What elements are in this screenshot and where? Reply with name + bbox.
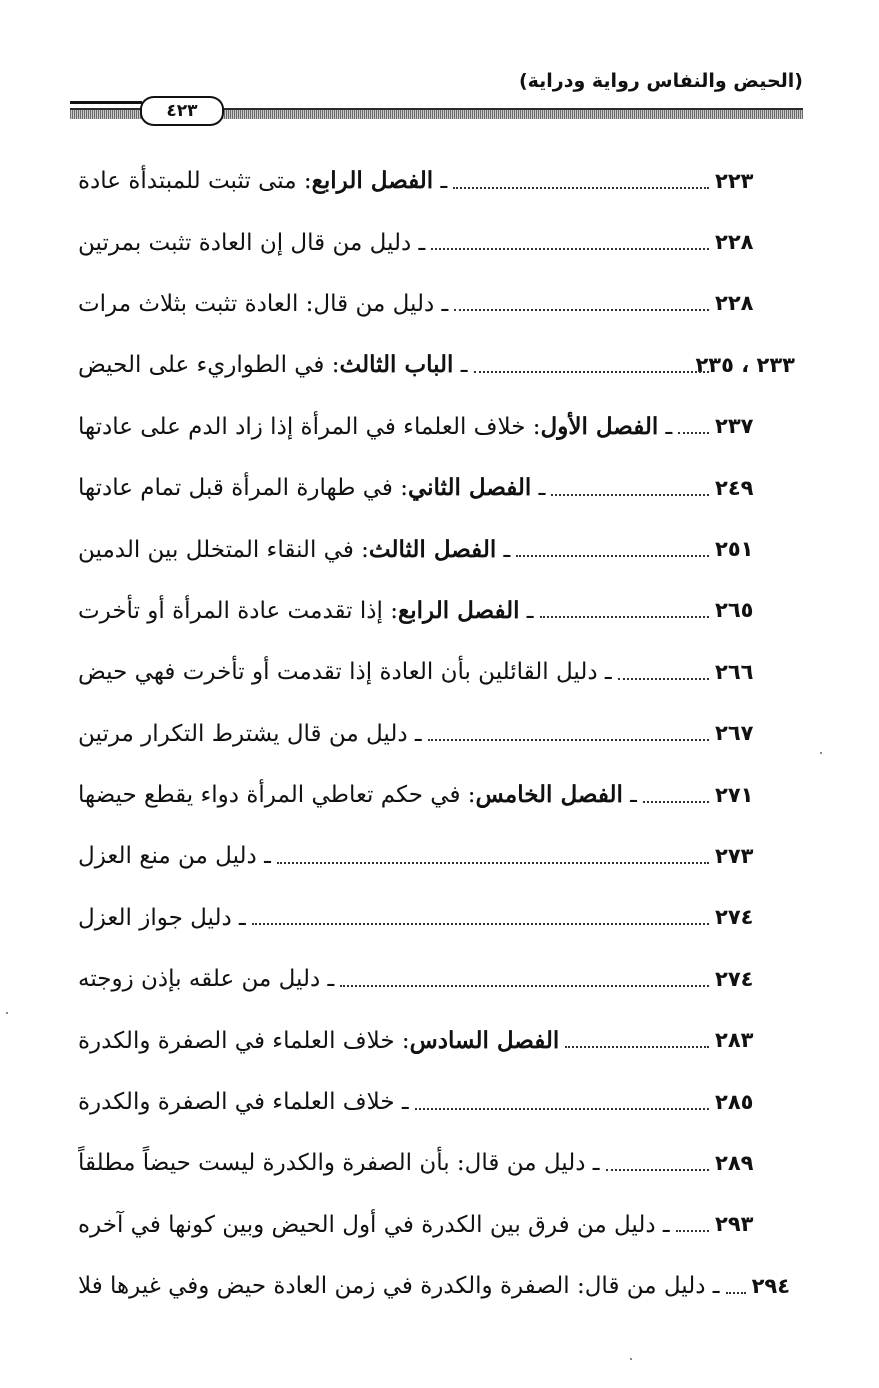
toc-entry-title bbox=[78, 1088, 409, 1115]
toc-entry-text: : متى تثبت للمبتدأة عادة bbox=[78, 168, 312, 195]
dot-leader bbox=[415, 1106, 709, 1110]
toc-entry-dash: ـ bbox=[531, 475, 546, 502]
toc-entry-heading: الفصل الأول bbox=[540, 412, 659, 440]
toc-entry-dash: ـ bbox=[411, 229, 426, 256]
toc-entry-text: : في النقاء المتخلل بين الدمين bbox=[78, 536, 369, 563]
toc-entry-title bbox=[78, 229, 425, 256]
toc-page-number: ٢٧٤ bbox=[715, 905, 754, 930]
dot-leader bbox=[565, 1044, 709, 1048]
toc-entry-title bbox=[78, 904, 246, 931]
toc-entry-text: : خلاف العلماء في الصفرة والكدرة bbox=[78, 1027, 410, 1054]
running-header bbox=[70, 64, 803, 134]
toc-page-number: ٢٦٦ bbox=[715, 659, 754, 684]
toc-entry-dash: ـ bbox=[585, 1150, 600, 1177]
toc-page-number: ٢٢٨ bbox=[715, 230, 754, 255]
toc-entry bbox=[78, 1194, 795, 1255]
toc-entry-dash: ـ bbox=[658, 413, 673, 440]
toc-page-number: ٢٧٤ bbox=[715, 966, 754, 991]
dot-leader bbox=[540, 614, 709, 618]
toc-entry-text: : خلاف العلماء في المرأة إذا زاد الدم على عادتها bbox=[78, 413, 541, 440]
toc-entry-text: : في الطواريء على الحيض bbox=[78, 352, 340, 379]
toc-entry-title bbox=[78, 351, 468, 378]
toc-page-number: ٢٧١ bbox=[715, 782, 754, 807]
toc-entry-text: دليل من قال: الصفرة والكدرة في زمن العادة حيض وفي غيرها فلا bbox=[78, 1273, 706, 1300]
toc-entry-dash: ـ bbox=[496, 536, 511, 563]
toc-entry bbox=[78, 825, 795, 886]
toc-entry bbox=[78, 580, 795, 641]
dot-leader bbox=[726, 1290, 746, 1294]
dot-leader bbox=[252, 921, 709, 925]
toc-page-number: ٢٢٨ bbox=[715, 291, 754, 316]
toc-entry-dash: ـ bbox=[705, 1273, 720, 1300]
toc-entry bbox=[78, 457, 795, 518]
dot-leader bbox=[516, 553, 709, 557]
toc-entry-dash: ـ bbox=[256, 843, 271, 870]
dot-leader bbox=[431, 246, 709, 250]
toc-page-number: ٢٩٣ bbox=[715, 1212, 754, 1237]
toc-entry-heading: الفصل الرابع bbox=[397, 596, 520, 624]
toc-entry bbox=[78, 1255, 795, 1316]
toc-page-number: ٢٨٩ bbox=[715, 1150, 754, 1175]
toc-entry-title bbox=[78, 413, 672, 440]
toc-entry-dash: ـ bbox=[434, 290, 449, 317]
table-of-contents bbox=[78, 150, 795, 1316]
book-title: (الحيض والنفاس رواية ودراية) bbox=[518, 70, 803, 92]
toc-entry-title bbox=[78, 1272, 720, 1299]
dot-leader bbox=[618, 676, 709, 680]
toc-entry bbox=[78, 641, 795, 702]
toc-entry-title bbox=[78, 965, 334, 992]
toc-entry-dash: ـ bbox=[231, 904, 246, 931]
toc-entry-heading: الفصل الثالث bbox=[368, 535, 497, 563]
toc-entry-title bbox=[78, 474, 545, 501]
toc-page-number: ٢٦٥ bbox=[715, 598, 754, 623]
toc-entry-heading: الفصل الرابع bbox=[311, 167, 434, 195]
toc-entry-text: دليل من قال: العادة تثبت بثلاث مرات bbox=[78, 290, 435, 317]
toc-entry-dash: ـ bbox=[622, 782, 637, 809]
dot-leader bbox=[551, 492, 709, 496]
dot-leader bbox=[643, 799, 709, 803]
toc-entry-title bbox=[78, 597, 534, 624]
dot-leader bbox=[676, 1228, 709, 1232]
dot-leader bbox=[606, 1167, 709, 1171]
toc-page-number: ٢٣٣ ، ٢٣٥ bbox=[695, 352, 795, 377]
toc-entry-text: دليل من علقه بإذن زوجته bbox=[78, 966, 321, 993]
toc-entry bbox=[78, 211, 795, 272]
toc-entry-title bbox=[78, 1211, 670, 1238]
toc-entry bbox=[78, 334, 795, 395]
toc-entry-text: خلاف العلماء في الصفرة والكدرة bbox=[78, 1089, 395, 1116]
toc-entry-dash: ـ bbox=[453, 352, 468, 379]
dot-leader bbox=[453, 185, 709, 189]
toc-entry-title bbox=[78, 1027, 559, 1054]
toc-entry-text: دليل من قال يشترط التكرار مرتين bbox=[78, 720, 408, 747]
toc-entry-dash: ـ bbox=[597, 659, 612, 686]
toc-page-number: ٢٧٣ bbox=[715, 843, 754, 868]
toc-entry-title bbox=[78, 720, 422, 747]
toc-entry bbox=[78, 703, 795, 764]
toc-entry-title bbox=[78, 1149, 600, 1176]
dot-leader bbox=[678, 430, 709, 434]
toc-entry bbox=[78, 1071, 795, 1132]
toc-entry-title bbox=[78, 781, 637, 808]
toc-entry-dash: ـ bbox=[519, 597, 534, 624]
toc-page-number: ٢٣٧ bbox=[715, 414, 754, 439]
toc-entry bbox=[78, 273, 795, 334]
dot-leader bbox=[340, 983, 709, 987]
toc-entry-title bbox=[78, 167, 447, 194]
toc-entry-text: : إذا تقدمت عادة المرأة أو تأخرت bbox=[78, 597, 398, 624]
toc-entry bbox=[78, 948, 795, 1009]
toc-entry bbox=[78, 764, 795, 825]
scan-speck bbox=[630, 1358, 632, 1360]
toc-entry-heading: الفصل السادس bbox=[409, 1026, 560, 1054]
toc-page-number: ٢٢٣ bbox=[715, 168, 754, 193]
toc-entry bbox=[78, 887, 795, 948]
toc-entry-dash: ـ bbox=[320, 966, 335, 993]
toc-entry bbox=[78, 1132, 795, 1193]
toc-page-number: ٢٥١ bbox=[715, 537, 754, 562]
toc-entry-title bbox=[78, 290, 448, 317]
toc-entry bbox=[78, 396, 795, 457]
toc-entry-title bbox=[78, 536, 510, 563]
toc-entry-text: دليل من فرق بين الكدرة في أول الحيض وبين كونها في آخره bbox=[78, 1211, 656, 1238]
toc-entry-text: : في حكم تعاطي المرأة دواء يقطع حيضها bbox=[78, 782, 476, 809]
toc-entry-heading: الفصل الخامس bbox=[475, 781, 623, 809]
toc-entry-title bbox=[78, 842, 271, 869]
toc-entry-title bbox=[78, 658, 612, 685]
dot-leader bbox=[474, 369, 709, 373]
toc-entry-heading: الباب الثالث bbox=[339, 351, 454, 379]
toc-page-number: ٢٨٥ bbox=[715, 1089, 754, 1114]
toc-page-number: ٢٩٤ bbox=[751, 1273, 791, 1298]
page-number: ٤٢٣ bbox=[140, 96, 224, 126]
dot-leader bbox=[428, 737, 709, 741]
toc-entry-text: دليل من قال: بأن الصفرة والكدرة ليست حيضاً مطلقاً bbox=[78, 1150, 586, 1177]
toc-entry-heading: الفصل الثاني bbox=[407, 474, 532, 502]
toc-entry-text: دليل من قال إن العادة تثبت بمرتين bbox=[78, 229, 412, 256]
toc-page-number: ٢٤٩ bbox=[715, 475, 754, 500]
toc-entry-text: دليل جواز العزل bbox=[78, 904, 232, 931]
scan-speck bbox=[820, 752, 822, 754]
toc-entry-dash: ـ bbox=[655, 1211, 670, 1238]
toc-entry bbox=[78, 150, 795, 211]
toc-entry-dash: ـ bbox=[394, 1089, 409, 1116]
header-rule-left bbox=[70, 101, 142, 104]
toc-entry-dash: ـ bbox=[433, 168, 448, 195]
toc-entry-dash: ـ bbox=[407, 720, 422, 747]
toc-entry bbox=[78, 1009, 795, 1070]
toc-page-number: ٢٨٣ bbox=[715, 1028, 754, 1053]
dot-leader bbox=[277, 860, 709, 864]
toc-entry-text: دليل القائلين بأن العادة إذا تقدمت أو تأخرت فهي حيض bbox=[78, 659, 598, 686]
scan-speck bbox=[6, 1012, 8, 1014]
toc-entry bbox=[78, 518, 795, 579]
dot-leader bbox=[454, 307, 709, 311]
toc-page-number: ٢٦٧ bbox=[715, 721, 754, 746]
toc-entry-text: دليل من منع العزل bbox=[78, 843, 257, 870]
toc-entry-text: : في طهارة المرأة قبل تمام عادتها bbox=[78, 475, 408, 502]
